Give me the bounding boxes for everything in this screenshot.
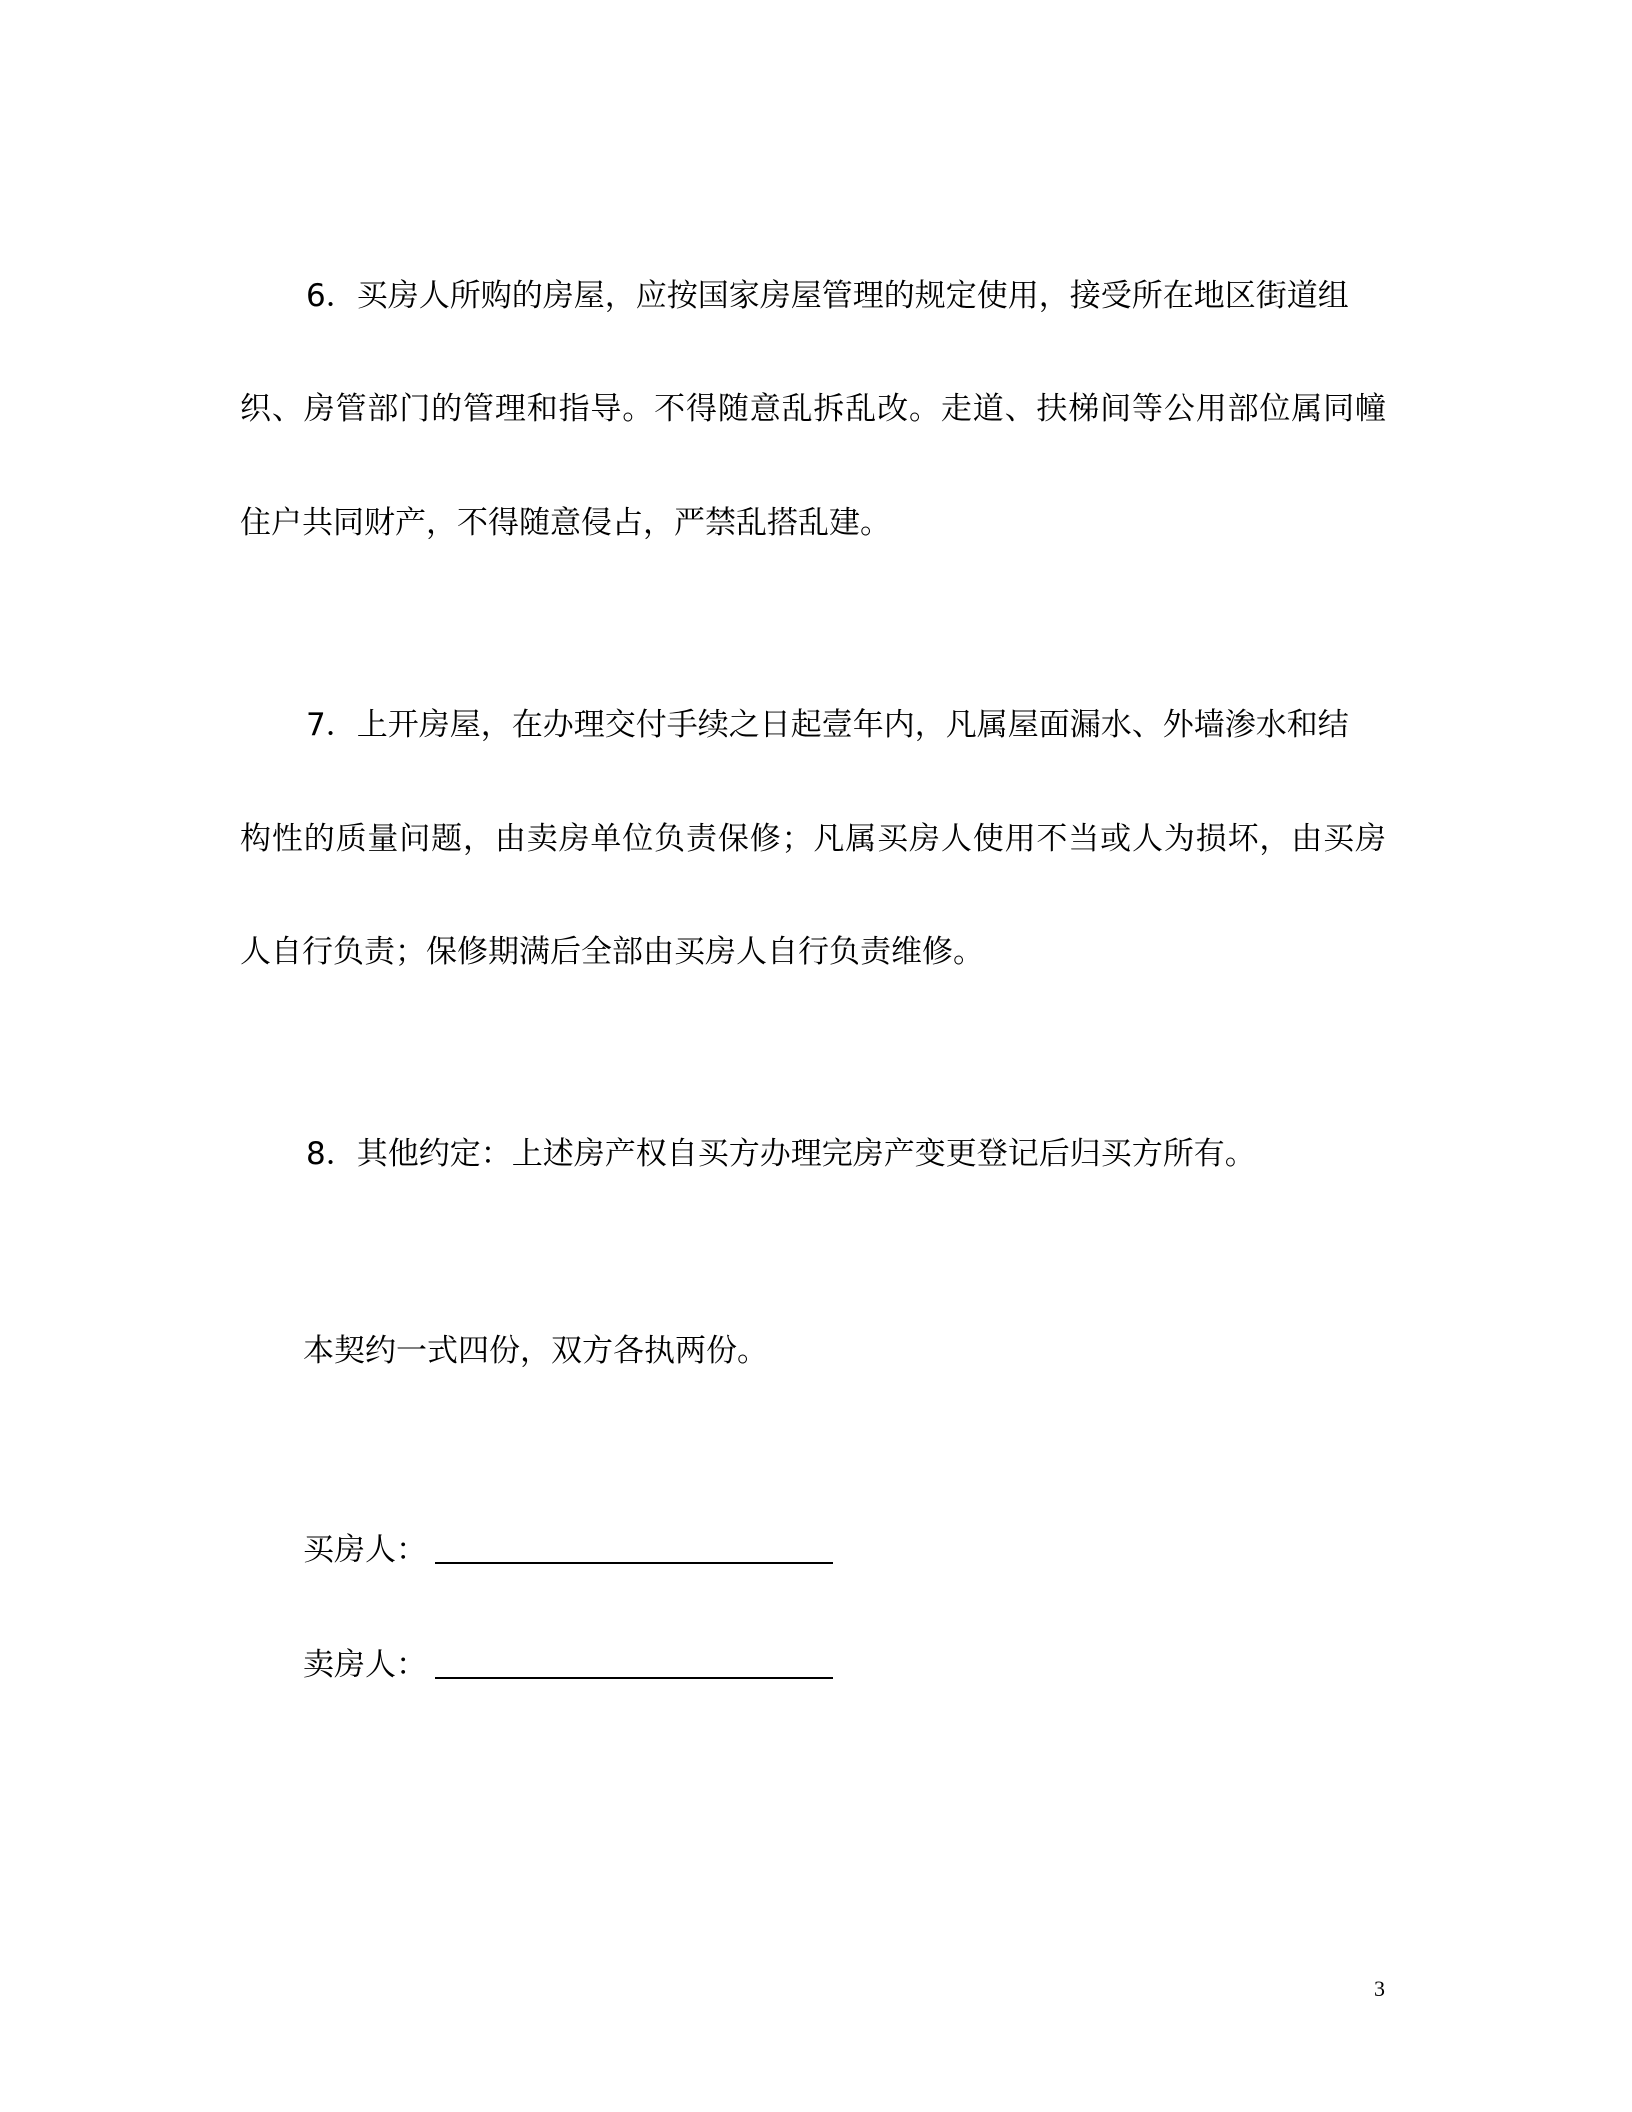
seller-label: 卖房人： <box>303 1647 427 1683</box>
buyer-signature-row <box>303 1526 833 1570</box>
clause-6-line-3: 住户共同财产，不得随意侵占，严禁乱搭乱建。 <box>240 505 891 541</box>
clause-7-line-2: 构性的质量问题，由卖房单位负责保修；凡属买房人使用不当或人为损坏，由买房 <box>240 821 1386 857</box>
clause-8-line-1: 8．其他约定：上述房产权自买方办理完房产变更登记后归买方所有。 <box>306 1136 1256 1172</box>
page-number: 3 <box>1374 1976 1385 2001</box>
seller-signature-row <box>303 1641 833 1685</box>
seller-signature-line <box>435 1677 833 1679</box>
clause-7-line-1: 7．上开房屋，在办理交付手续之日起壹年内，凡属屋面漏水、外墙渗水和结 <box>306 707 1349 743</box>
clause-6-line-2: 织、房管部门的管理和指导。不得随意乱拆乱改。走道、扶梯间等公用部位属同幢 <box>240 391 1386 427</box>
copies-statement: 本契约一式四份，双方各执两份。 <box>303 1333 768 1369</box>
buyer-signature-line <box>435 1562 833 1564</box>
buyer-label: 买房人： <box>303 1532 427 1568</box>
clause-7-line-3: 人自行负责；保修期满后全部由买房人自行负责维修。 <box>240 934 984 970</box>
clause-6-line-1: 6．买房人所购的房屋，应按国家房屋管理的规定使用，接受所在地区街道组 <box>306 278 1349 314</box>
